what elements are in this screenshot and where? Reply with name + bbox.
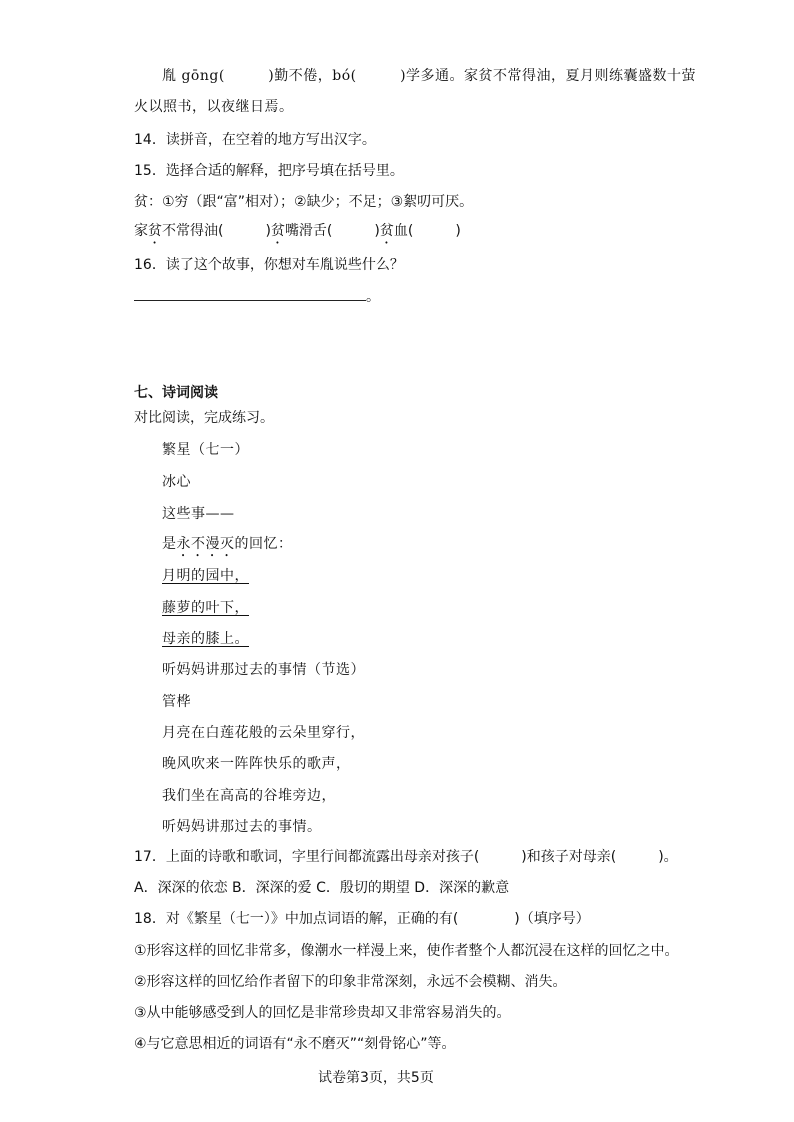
question-18-option-1: ①形容这样的回忆非常多，像潮水一样漫上来，使作者整个人都沉浸在这样的回忆之中。: [134, 943, 679, 959]
q15-item-1: 家贫不常得油( ): [134, 223, 271, 239]
poem2-author: 管桦: [162, 694, 191, 710]
question-18-option-4: ④与它意思相近的词语有“永不磨灭”“刻骨铭心”等。: [134, 1036, 456, 1052]
poem1-line-4: 藤萝的叶下，: [162, 600, 249, 616]
passage-line-2: 火以照书，以夜继日焉。: [134, 99, 294, 115]
poem2-title: 听妈妈讲那过去的事情（节选）: [162, 662, 365, 678]
question-18-option-3: ③从中能够感受到人的回忆是非常珍贵却又非常容易消失的。: [134, 1005, 511, 1021]
poem2-line-1: 月亮在白莲花般的云朵里穿行，: [162, 725, 365, 741]
section-heading-7: 七、诗词阅读: [134, 385, 218, 401]
question-15-meanings: 贫：①穷（跟“富”相对）；②缺少；不足；③絮叨可厌。: [134, 194, 474, 210]
poem1-line-2: 是永不漫灭的回忆：: [162, 536, 293, 552]
poem2-line-2: 晚风吹来一阵阵快乐的歌声，: [162, 756, 351, 772]
question-17-options: A．深深的依恋 B．深深的爱 C．殷切的期望 D．深深的歉意: [134, 880, 510, 896]
answer-line-16-end: 。: [366, 289, 380, 305]
question-14: 14．读拼音，在空着的地方写出汉字。: [134, 132, 376, 148]
passage-line-1: 胤 gōng( )勤不倦，bó( )学多通。家贫不常得油，夏月则练囊盛数十萤: [162, 68, 697, 84]
poem1-line-3: 月明的园中，: [162, 568, 249, 584]
question-18-option-2: ②形容这样的回忆给作者留下的印象非常深刻，永远不会模糊、消失。: [134, 974, 567, 990]
poem1-line-1: 这些事——: [162, 506, 235, 522]
poem1-author: 冰心: [162, 474, 191, 490]
q15-item-3: 贫血( ): [379, 223, 461, 239]
question-18: 18．对《繁星（七一）》中加点词语的解，正确的有( )（填序号）: [134, 911, 590, 927]
page-footer: 试卷第3页，共5页: [318, 1070, 434, 1086]
poem2-line-3: 我们坐在高高的谷堆旁边，: [162, 788, 336, 804]
question-15-items: [134, 221, 461, 247]
question-17: 17．上面的诗歌和歌词，字里行间都流露出母亲对孩子( )和孩子对母亲( )。: [134, 849, 678, 865]
q15-item-2: 贫嘴滑舌( ): [270, 223, 380, 239]
answer-line-16[interactable]: [134, 300, 366, 301]
dotted-phrase: 永不漫灭: [176, 536, 235, 552]
question-16: 16．读了这个故事，你想对车胤说些什么？: [134, 257, 404, 273]
section-intro: 对比阅读，完成练习。: [134, 410, 274, 426]
poem2-line-4: 听妈妈讲那过去的事情。: [162, 819, 322, 835]
poem1-line-5: 母亲的膝上。: [162, 631, 249, 647]
poem1-title: 繁星（七一）: [162, 442, 249, 458]
question-15: 15．选择合适的解释，把序号填在括号里。: [134, 163, 404, 179]
